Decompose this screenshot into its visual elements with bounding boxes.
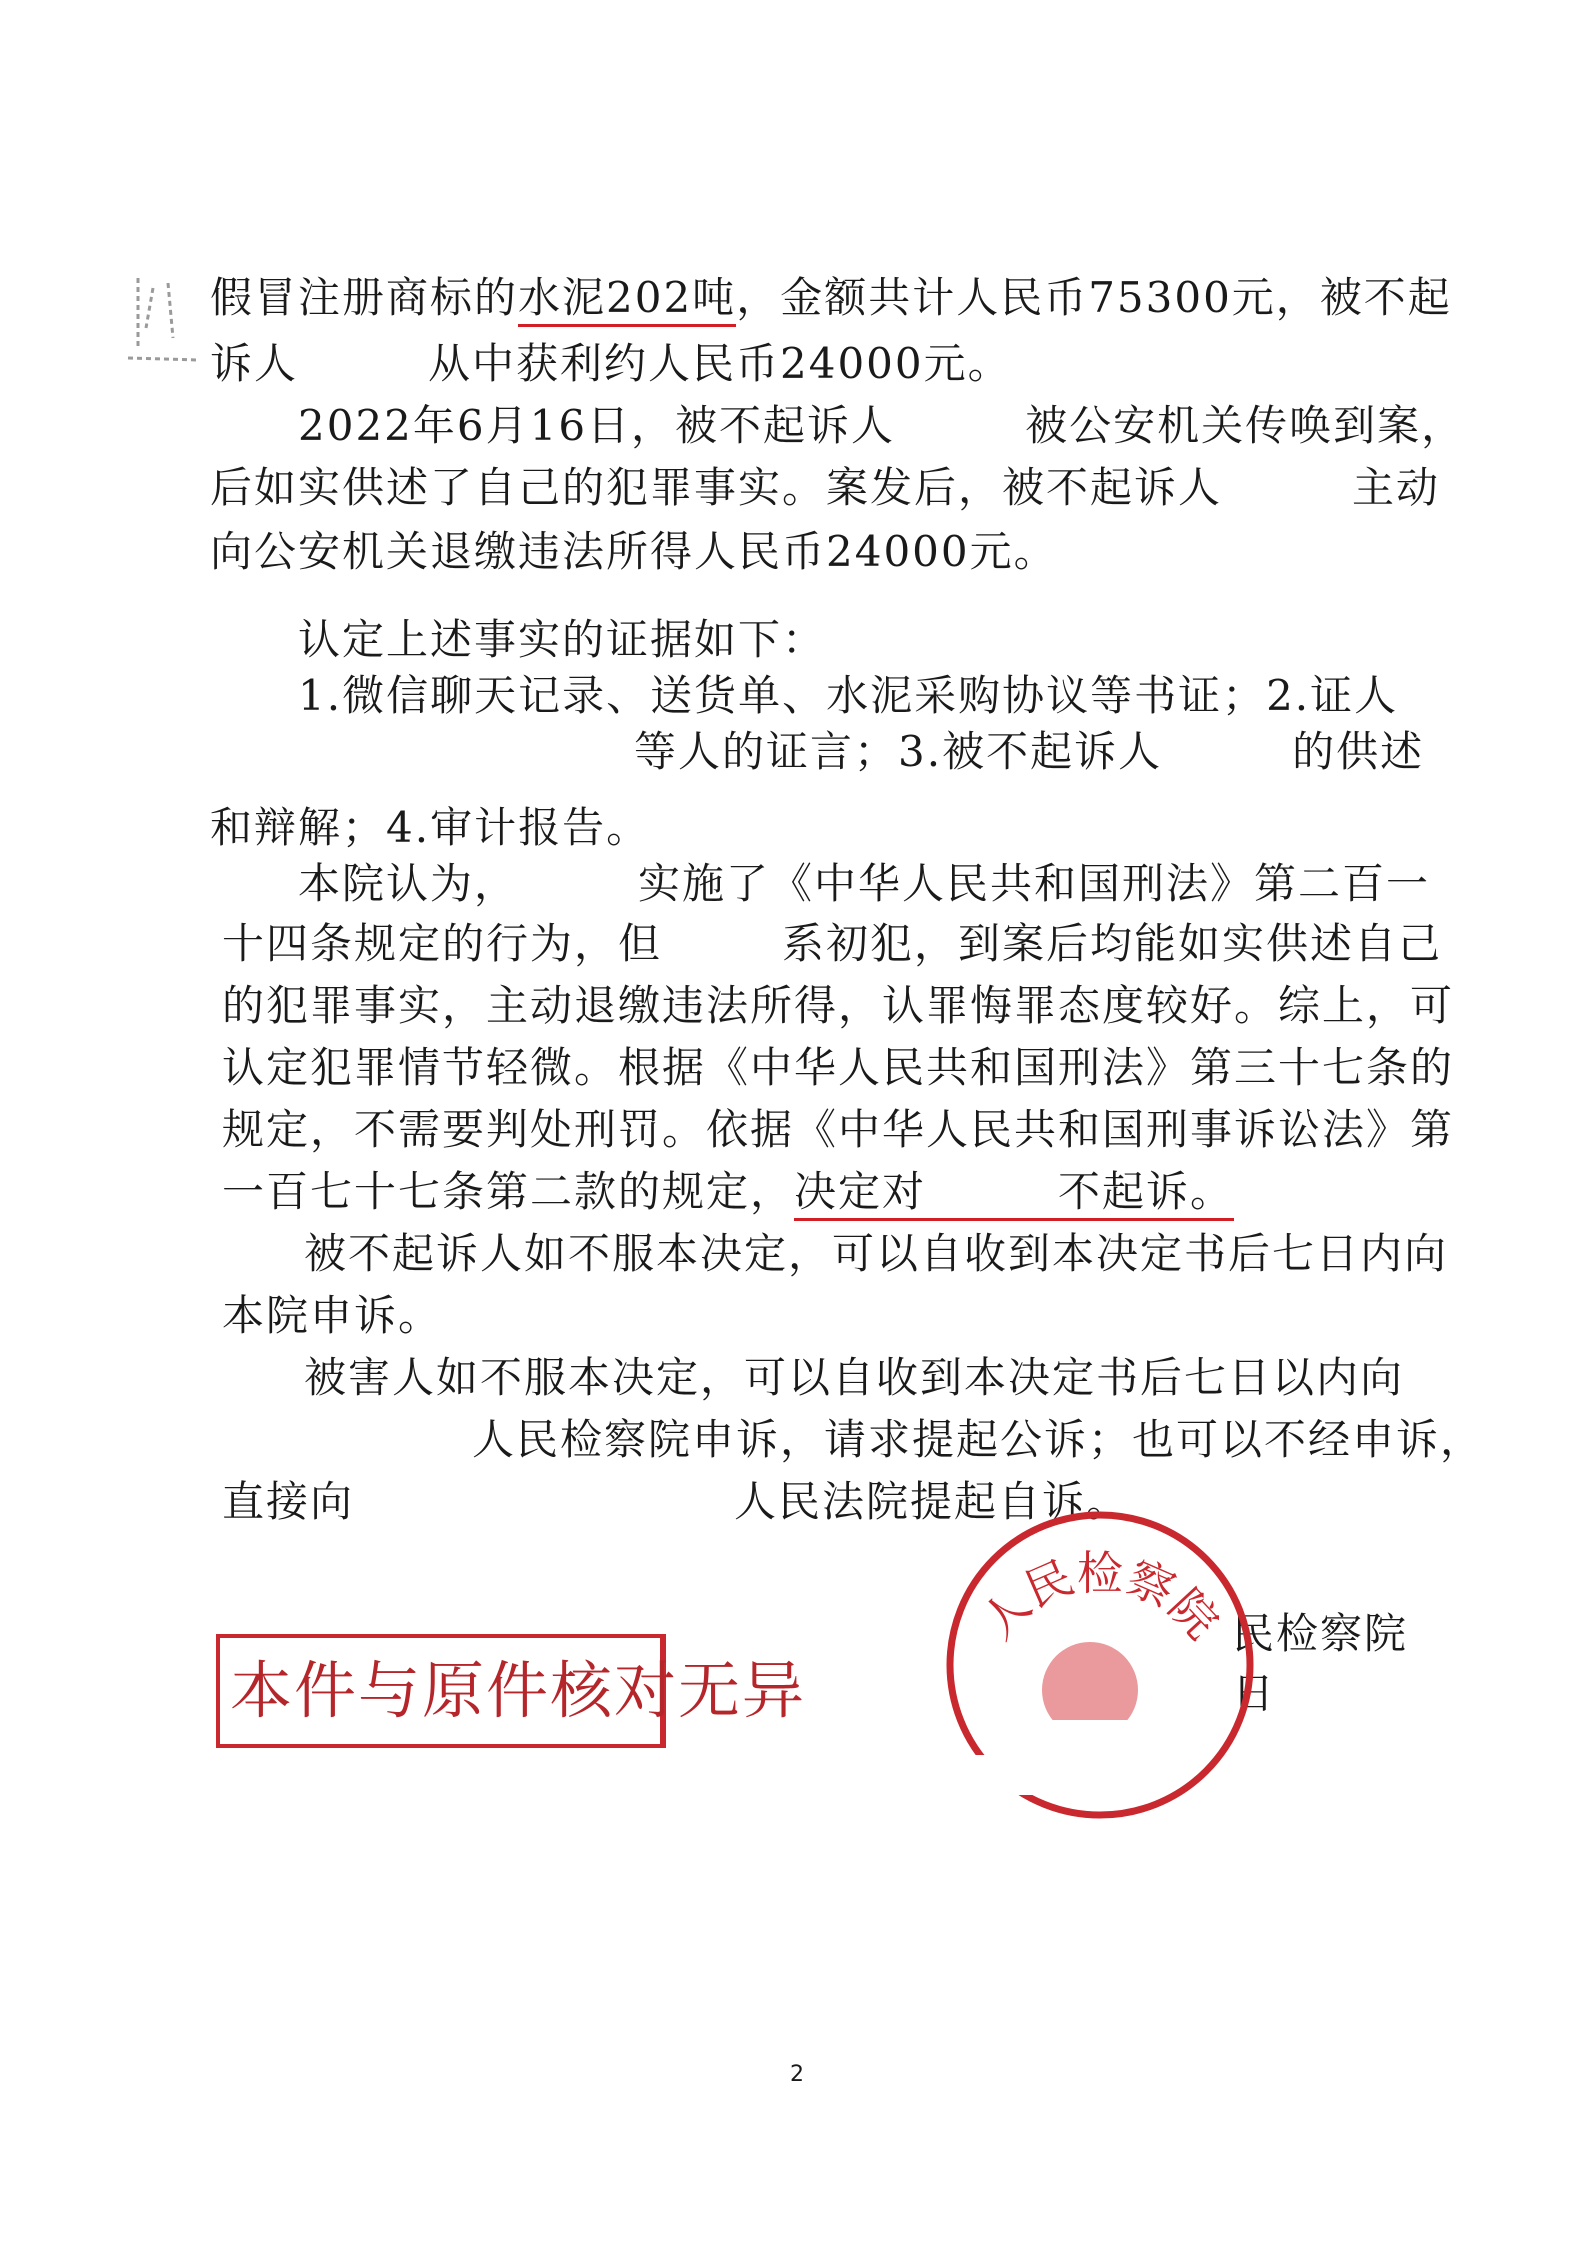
body-line: 直接向 人民法院提起自诉。 — [222, 1477, 1131, 1526]
body-line: 向公安机关退缴违法所得人民币24000元。 — [210, 527, 1058, 576]
body-line: 十四条规定的行为，但 系初犯，到案后均能如实供述自己 — [222, 919, 1443, 968]
highlight-underline: 水泥202吨 — [518, 273, 736, 327]
page-number: 2 — [790, 2062, 804, 2087]
body-line: 后如实供述了自己的犯罪事实。案发后，被不起诉人 主动 — [210, 463, 1441, 512]
body-line: 本院申诉。 — [222, 1291, 443, 1340]
signature-date: 日 — [1232, 1669, 1277, 1718]
body-line: 假冒注册商标的水泥202吨，金额共计人民币75300元，被不起 — [210, 270, 1452, 326]
body-line: 认定犯罪情节轻微。根据《中华人民共和国刑法》第三十七条的 — [222, 1043, 1455, 1092]
body-line: 的犯罪事实，主动退缴违法所得，认罪悔罪态度较好。综上，可 — [222, 981, 1455, 1030]
svg-text:人民检察院: 人民检察院 — [970, 1546, 1230, 1650]
copy-verification-stamp: 本件与原件核对无异 — [216, 1634, 666, 1748]
body-line: 诉人 从中获利约人民币24000元。 — [210, 339, 1012, 388]
body-line: 等人的证言；3.被不起诉人 的供述 — [634, 727, 1425, 776]
body-line: 和辩解；4.审计报告。 — [210, 803, 651, 852]
body-line: 被不起诉人如不服本决定，可以自收到本决定书后七日内向 — [304, 1229, 1449, 1278]
body-line: 认定上述事实的证据如下： — [298, 615, 827, 664]
scan-artifact-icon — [118, 268, 208, 368]
body-line: 一百七十七条第二款的规定，决定对 不起诉。 — [222, 1164, 1234, 1220]
highlight-underline: 决定对 不起诉。 — [794, 1167, 1234, 1221]
body-line: 本院认为， 实施了《中华人民共和国刑法》第二百一 — [298, 859, 1431, 908]
body-line: 人民检察院申诉，请求提起公诉；也可以不经申诉， — [472, 1415, 1485, 1464]
body-line: 1.微信聊天记录、送货单、水泥采购协议等书证；2.证人 — [298, 671, 1399, 720]
body-line: 被害人如不服本决定，可以自收到本决定书后七日以内向 — [304, 1353, 1405, 1402]
official-seal — [940, 1505, 1260, 1825]
signature-org: 民检察院 — [1232, 1609, 1409, 1658]
body-line: 规定，不需要判处刑罚。依据《中华人民共和国刑事诉讼法》第 — [222, 1105, 1455, 1154]
body-line: 2022年6月16日，被不起诉人 被公安机关传唤到案， — [298, 401, 1466, 450]
